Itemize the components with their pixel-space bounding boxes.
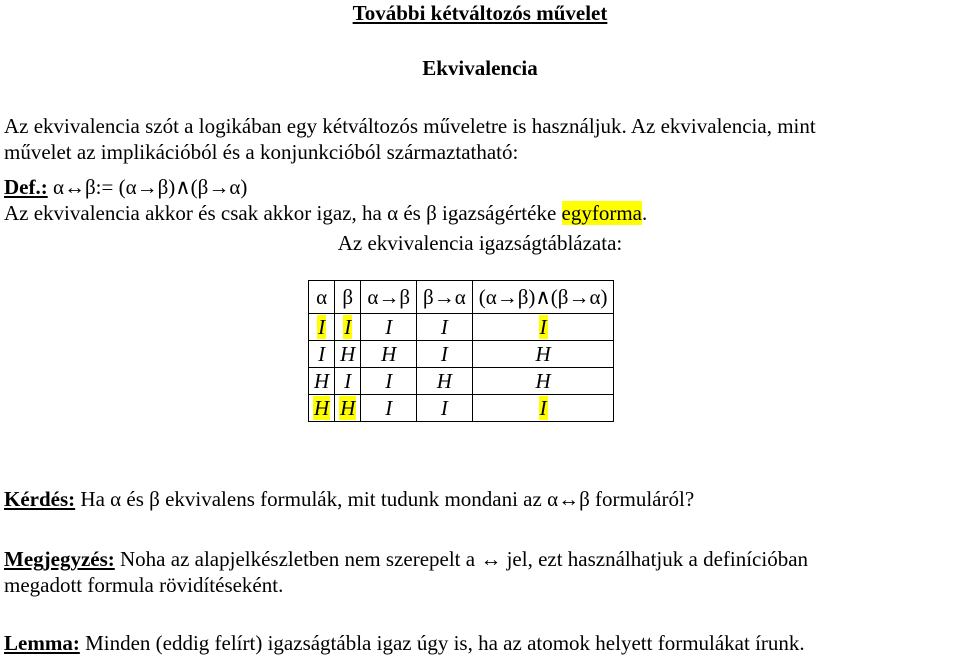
note-line-1 bbox=[4, 546, 808, 572]
question-text: Ha α és β ekvivalens formulák, mit tudunk mondani az α↔β formuláról? bbox=[75, 487, 695, 511]
table-cell: I bbox=[361, 368, 417, 395]
table-cell: H bbox=[314, 395, 330, 420]
page-title: További kétváltozós művelet bbox=[352, 1, 608, 25]
table-cell: I bbox=[361, 314, 417, 341]
table-cell: I bbox=[539, 314, 547, 339]
lemma bbox=[4, 630, 805, 656]
table-row bbox=[309, 368, 614, 395]
statement-end: . bbox=[641, 201, 648, 225]
table-cell: H bbox=[309, 368, 335, 395]
truth-table bbox=[308, 280, 614, 422]
table-row bbox=[309, 314, 614, 341]
note-line-2: megadott formula rövidítéseként. bbox=[4, 573, 284, 597]
header-impl-ba: β→α bbox=[417, 281, 473, 314]
table-cell: I bbox=[417, 341, 473, 368]
table-cell: H bbox=[340, 395, 356, 420]
table-cell: I bbox=[539, 395, 547, 420]
header-beta: β bbox=[335, 281, 361, 314]
section-heading: Ekvivalencia bbox=[422, 56, 538, 80]
definition bbox=[4, 174, 247, 200]
question-label: Kérdés: bbox=[4, 487, 76, 511]
table-cell: H bbox=[472, 368, 614, 395]
header-impl-ab: α→β bbox=[361, 281, 417, 314]
table-cell: I bbox=[361, 395, 417, 422]
table-cell: I bbox=[344, 314, 352, 339]
table-cell: I bbox=[417, 395, 473, 422]
table-caption: Az ekvivalencia igazságtáblázata: bbox=[337, 231, 623, 255]
table-cell: H bbox=[472, 341, 614, 368]
def-formula: α↔β:= (α→β)∧(β→α) bbox=[47, 175, 248, 199]
note-text-1: Noha az alapjelkészletben nem szerepelt a ↔ jel, ezt használhatjuk a definícióban bbox=[114, 547, 809, 571]
def-label: Def.: bbox=[4, 175, 48, 199]
truth-table-header-row bbox=[309, 281, 614, 314]
statement bbox=[4, 200, 647, 226]
table-cell: H bbox=[361, 341, 417, 368]
question bbox=[4, 486, 694, 512]
table-row bbox=[309, 395, 614, 422]
table-cell: I bbox=[417, 314, 473, 341]
table-cell: I bbox=[309, 341, 335, 368]
lemma-text: Minden (eddig felírt) igazságtábla igaz úgy is, ha az atomok helyett formulákat írunk. bbox=[79, 631, 805, 655]
header-conjunction: (α→β)∧(β→α) bbox=[472, 281, 614, 314]
statement-text: Az ekvivalencia akkor és csak akkor igaz, ha α és β igazságértéke bbox=[4, 201, 562, 225]
note-label: Megjegyzés: bbox=[4, 547, 115, 571]
statement-highlight: egyforma bbox=[561, 201, 642, 225]
intro-line-1: Az ekvivalencia szót a logikában egy kétváltozós műveletre is használjuk. Az ekvivalencia, mint bbox=[4, 114, 816, 138]
table-row bbox=[309, 341, 614, 368]
table-cell: I bbox=[335, 368, 361, 395]
table-cell: I bbox=[318, 314, 326, 339]
lemma-label: Lemma: bbox=[4, 631, 80, 655]
header-alpha: α bbox=[309, 281, 335, 314]
intro-line-2: művelet az implikációból és a konjunkcióból származtatható: bbox=[4, 140, 519, 164]
table-cell: H bbox=[335, 341, 361, 368]
table-cell: H bbox=[417, 368, 473, 395]
